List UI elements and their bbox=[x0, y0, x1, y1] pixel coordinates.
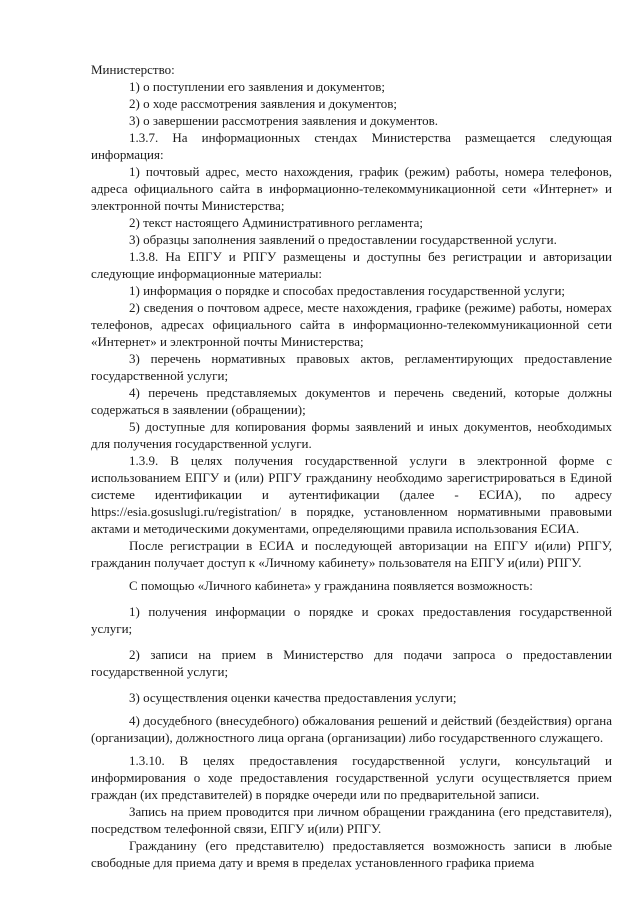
paragraph: 1.3.7. На информационных стендах Министерства размещается следующая информация: bbox=[91, 130, 612, 162]
paragraph: 2) текст настоящего Административного регламента; bbox=[129, 215, 424, 230]
paragraph: С помощью «Личного кабинета» у гражданина появляется возможность: bbox=[129, 578, 533, 593]
paragraph: Гражданину (его представителю) предоставляется возможность записи в любые свободные для приема дату и время в пределах установленного графика приема bbox=[91, 838, 612, 870]
paragraph: 2) сведения о почтовом адресе, месте нахождения, графике (режиме) работы, номерах телефонов, адресах официального сайта в информационно-телекоммуникационной сети «Интернет» и электронной почты Министерства; bbox=[91, 300, 612, 349]
paragraph: 2) записи на прием в Министерство для подачи запроса о предоставлении государственной услуги; bbox=[91, 647, 612, 679]
paragraph: Запись на прием проводится при личном обращении гражданина (его представителя), посредством телефонной связи, ЕПГУ и(или) РПГУ. bbox=[91, 804, 612, 836]
paragraph: 4) досудебного (внесудебного) обжалования решений и действий (бездействия) органа (организации), должностного лица органа (организации) либо государственного служащего. bbox=[91, 713, 612, 745]
paragraph: 1.3.8. На ЕПГУ и РПГУ размещены и доступны без регистрации и авторизации следующие информационные материалы: bbox=[91, 249, 612, 281]
paragraph: 1.3.9. В целях получения государственной услуги в электронной форме с использованием ЕПГУ и (или) РПГУ гражданину необходимо зарегистрироваться в Единой системе идентификации и аутентификации (далее - ЕСИА), по адресу https://esia.gosuslugi.ru/registration/ в порядке, установленном нормативными правовыми актами и методическими документами, определяющими правила использования ЕСИА. bbox=[91, 453, 612, 536]
paragraph: 1) почтовый адрес, место нахождения, график (режим) работы, номера телефонов, адреса официального сайта в информационно-телекоммуникационной сети «Интернет» и электронной почты Министерства; bbox=[91, 164, 612, 213]
paragraph: 1) о поступлении его заявления и документов; bbox=[129, 79, 386, 94]
paragraph: После регистрации в ЕСИА и последующей авторизации на ЕПГУ и(или) РПГУ, гражданин получает доступ к «Личному кабинету» пользователя на ЕПГУ и(или) РПГУ. bbox=[91, 538, 612, 570]
paragraph: 3) осуществления оценки качества предоставления услуги; bbox=[129, 690, 457, 705]
paragraph: 3) о завершении рассмотрения заявления и документов. bbox=[129, 113, 438, 128]
paragraph: 1) получения информации о порядке и сроках предоставления государственной услуги; bbox=[91, 604, 612, 636]
paragraph: 3) образцы заполнения заявлений о предоставлении государственной услуги. bbox=[129, 232, 557, 247]
paragraph: Министерство: bbox=[91, 62, 175, 77]
paragraph: 1.3.10. В целях предоставления государственной услуги, консультаций и информирования о ходе предоставления государственной услуги осуществляется прием граждан (их представителей) в порядке очереди или по предварительной записи. bbox=[91, 753, 612, 802]
paragraph: 5) доступные для копирования формы заявлений и иных документов, необходимых для получения государственной услуги. bbox=[91, 419, 612, 451]
paragraph: 4) перечень представляемых документов и перечень сведений, которые должны содержаться в заявлении (обращении); bbox=[91, 385, 612, 417]
paragraph: 2) о ходе рассмотрения заявления и документов; bbox=[129, 96, 397, 111]
paragraph: 3) перечень нормативных правовых актов, регламентирующих предоставление государственной услуги; bbox=[91, 351, 612, 383]
paragraph: 1) информация о порядке и способах предоставления государственной услуги; bbox=[129, 283, 566, 298]
